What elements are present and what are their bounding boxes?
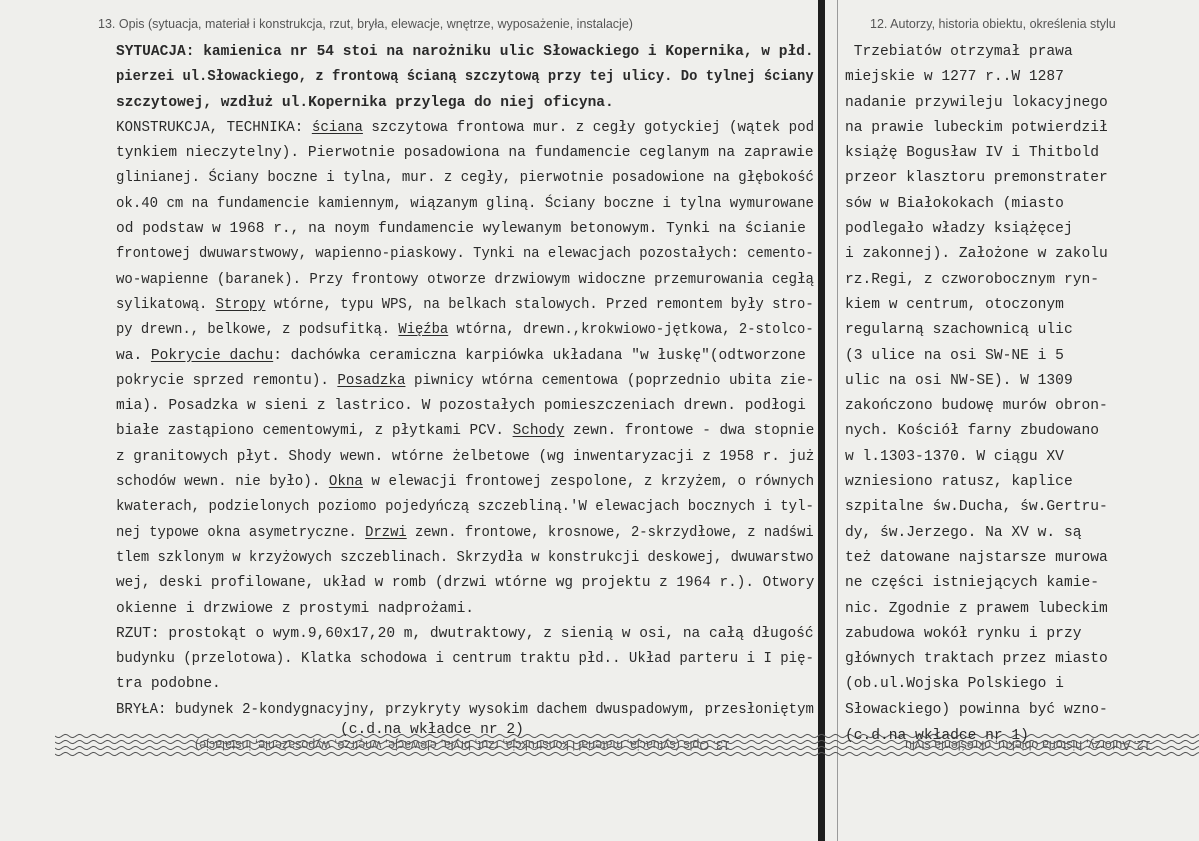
history-line: nych. Kościół farny zbudowano (845, 423, 1099, 440)
history-line: miejskie w 1277 r..W 1287 (845, 69, 1064, 86)
underlined-term: Stropy (215, 296, 266, 313)
section-12-header: 12. Autorzy, historia obiektu, określenia stylu (870, 17, 1116, 31)
section-13-header: 13. Opis (sytuacja, materiał i konstrukcja, rzut, bryła, elewacje, wnętrze, wyposażenie, instalacje) (98, 17, 633, 31)
history-line: też datowane najstarsze murowa (845, 549, 1108, 566)
history-line: na prawie lubeckim potwierdził (845, 119, 1108, 136)
text-segment: KONSTRUKCJA, TECHNIKA: (116, 119, 312, 136)
history-line: nic. Zgodnie z prawem lubeckim (845, 600, 1108, 617)
history-line: książę Bogusław IV i Thitbold (845, 145, 1099, 162)
history-line: Trzebiatów otrzymał prawa (845, 44, 1073, 60)
text-segment: SYTUACJA: kamienica nr 54 stoi na narożniku ulic Słowackiego i Kopernika, w płd. (116, 44, 814, 60)
underlined-term: ściana (311, 119, 363, 136)
history-line: głównych traktach przez miasto (845, 651, 1108, 668)
description-line (116, 91, 814, 116)
text-segment: sylikatową. (116, 296, 216, 313)
history-line: zakończono budowę murów obron- (845, 398, 1108, 415)
text-segment: z granitowych płyt. Shody wewn. wtórne żelbetowe (wg inwentaryzacji z 1958 r. już (116, 448, 815, 465)
history-line: Słowackiego) powinna być wzno- (845, 701, 1108, 718)
column-divider-thin (837, 0, 838, 841)
text-segment: białe zastąpiono cementowymi, z płytkami PCV. (116, 423, 513, 440)
description-line (116, 419, 815, 444)
mirrored-footer-section-12: 12. Autorzy, historia obiektu, określenia stylu (905, 738, 1151, 752)
text-segment: frontowej dwuwarstwowy, wapienno-piaskowy. Tynki na elewacjach pozostałych: cemento- (116, 246, 814, 263)
text-segment: wa. (116, 347, 151, 364)
text-segment: zewn. frontowe - dwa stopnie (564, 423, 815, 440)
description-line (116, 65, 814, 90)
text-segment: ok.40 cm na fundamencie kamiennym, wiązanym gliną. Ściany boczne i tylna wymurowane (116, 195, 814, 212)
description-line (116, 369, 815, 394)
history-line: rz.Regi, z czworobocznym ryn- (845, 271, 1099, 288)
description-line (116, 318, 814, 343)
description-line (116, 597, 814, 622)
history-line: sów w Białokokach (miasto (845, 195, 1064, 212)
description-line (116, 166, 814, 191)
history-line: zabudowa wokół rynku i przy (845, 625, 1082, 642)
description-line (116, 571, 815, 596)
text-segment: wtórna, drewn.,krokwiowo-jętkowa, 2-stolco- (448, 322, 814, 339)
history-line: podlegało władzy książęcej (845, 221, 1073, 238)
text-segment: wo-wapienne (baranek). Przy frontowy otworze drzwiowym widoczne przemurowania cegłą (116, 271, 814, 288)
description-line (116, 546, 814, 571)
history-line: (ob.ul.Wojska Polskiego i (845, 676, 1064, 693)
text-segment: glinianej. Ściany boczne i tylna, mur. z cegły, pierwotnie posadowione na głębokość (116, 170, 814, 187)
description-line (116, 672, 814, 697)
description-line (116, 242, 814, 267)
text-segment: RZUT: prostokąt o wym.9,60x17,20 m, dwutraktowy, z sienią w osi, na całą długość (116, 625, 814, 642)
history-line: w l.1303-1370. W ciągu XV (845, 448, 1064, 465)
history-line: regularną szachownicą ulic (845, 322, 1073, 339)
text-segment: okienne i drzwiowe z prostymi nadprożami. (116, 600, 475, 617)
underlined-term: Drzwi (365, 524, 407, 541)
description-line (116, 217, 814, 242)
column-divider (818, 0, 825, 841)
description-line (116, 344, 814, 369)
description-line (116, 698, 814, 723)
text-segment: tra podobne. (116, 676, 221, 693)
history-line: (3 ulice na osi SW-NE i 5 (845, 347, 1064, 364)
description-line (116, 622, 813, 647)
mirrored-footer-section-13: 13. Opis (sytuacja, materiał i konstrukcja, rzut, bryła, elewacje, wnętrze, wyposażenie, instalacje) (195, 738, 730, 752)
text-segment: szczytowej, wzdłuż ul.Kopernika przylega do niej oficyna. (116, 94, 614, 111)
description-line (116, 116, 815, 141)
text-segment: wej, deski profilowane, układ w romb (drzwi wtórne wg projektu z 1964 r.). Otwory (116, 575, 815, 592)
description-line (116, 192, 814, 217)
text-segment: kwaterach, podzielonych poziomo pojedyńczą szczebliną.'W elewacjach bocznych i tyl- (116, 499, 814, 516)
history-line: ne części istniejących kamie- (845, 575, 1099, 592)
text-segment: nej typowe okna asymetryczne. (116, 524, 366, 541)
text-segment: w elewacji frontowej zespolone, z krzyżem, o równych (362, 474, 815, 491)
text-segment: : dachówka ceramiczna karpiówka układana "w łuskę"(odtworzone (273, 347, 806, 364)
continuation-note-left: (c.d.na wkładce nr 2) (340, 722, 524, 738)
underlined-term: Więźba (398, 322, 449, 339)
history-line: przeor klasztoru premonstrater (845, 170, 1108, 187)
text-segment: piwnicy wtórna cementowa (poprzednio ubita zie- (405, 372, 815, 389)
history-line: ulic na osi NW-SE). W 1309 (845, 372, 1073, 389)
description-line (116, 647, 814, 672)
text-segment: szczytowa frontowa mur. z cegły gotyckiej (wątek pod (362, 119, 815, 136)
text-segment: pierzei ul.Słowackiego, z frontową ścianą szczytową przy tej ulicy. Do tylnej ściany (116, 69, 814, 86)
text-segment: budynku (przelotowa). Klatka schodowa i centrum traktu płd.. Układ parteru i I pię- (116, 651, 814, 668)
text-segment: schodów wewn. nie było). (116, 474, 329, 491)
text-segment: zewn. frontowe, krosnowe, 2-skrzydłowe, z nadświ (406, 524, 814, 541)
description-line (116, 268, 814, 293)
text-segment: od podstaw w 1968 r., na noym fundamencie wylewanym betonowym. Tynki na ścianie (116, 221, 806, 238)
description-line (116, 521, 814, 546)
history-column (845, 40, 1170, 723)
description-line (116, 141, 813, 166)
history-line: i zakonnej). Założone w zakolu (845, 246, 1108, 263)
underlined-term: Schody (512, 423, 565, 440)
history-line: wzniesiono ratusz, kaplice (845, 474, 1073, 491)
history-line: kiem w centrum, otoczonym (845, 296, 1064, 313)
description-line (116, 470, 815, 495)
description-column (116, 40, 816, 723)
text-segment: pokrycie sprzed remontu). (116, 372, 338, 389)
description-line (116, 40, 813, 65)
text-segment: mia). Posadzka w sieni z lastrico. W pozostałych pomieszczeniach drewn. podłogi (116, 398, 806, 415)
history-line: szpitalne św.Ducha, św.Gertru- (845, 499, 1108, 516)
description-line (116, 495, 814, 520)
underlined-term: Pokrycie dachu (150, 347, 274, 364)
text-segment: tynkiem nieczytelny). Pierwotnie posadowiona na fundamencie ceglanym na zaprawie (116, 145, 814, 162)
description-line (116, 293, 814, 318)
text-segment: wtórne, typu WPS, na belkach stalowych. Przed remontem były stro- (265, 296, 814, 313)
history-line: dy, św.Jerzego. Na XV w. są (845, 524, 1082, 541)
text-segment: tlem szklonym w krzyżowych szczeblinach. Skrzydła w konstrukcji deskowej, dwuwarstwo (116, 549, 814, 566)
underlined-term: Okna (328, 474, 363, 491)
text-segment: py drewn., belkowe, z podsufitką. (116, 322, 399, 339)
underlined-term: Posadzka (337, 372, 406, 389)
continuation-note-right: (c.d.na wkładce nr 1) (845, 728, 1029, 744)
history-line: nadanie przywileju lokacyjnego (845, 94, 1108, 111)
description-line (116, 394, 814, 419)
text-segment: BRYŁA: budynek 2-kondygnacyjny, przykryty wysokim dachem dwuspadowym, przesłoniętym (116, 701, 814, 718)
description-line (116, 445, 815, 470)
